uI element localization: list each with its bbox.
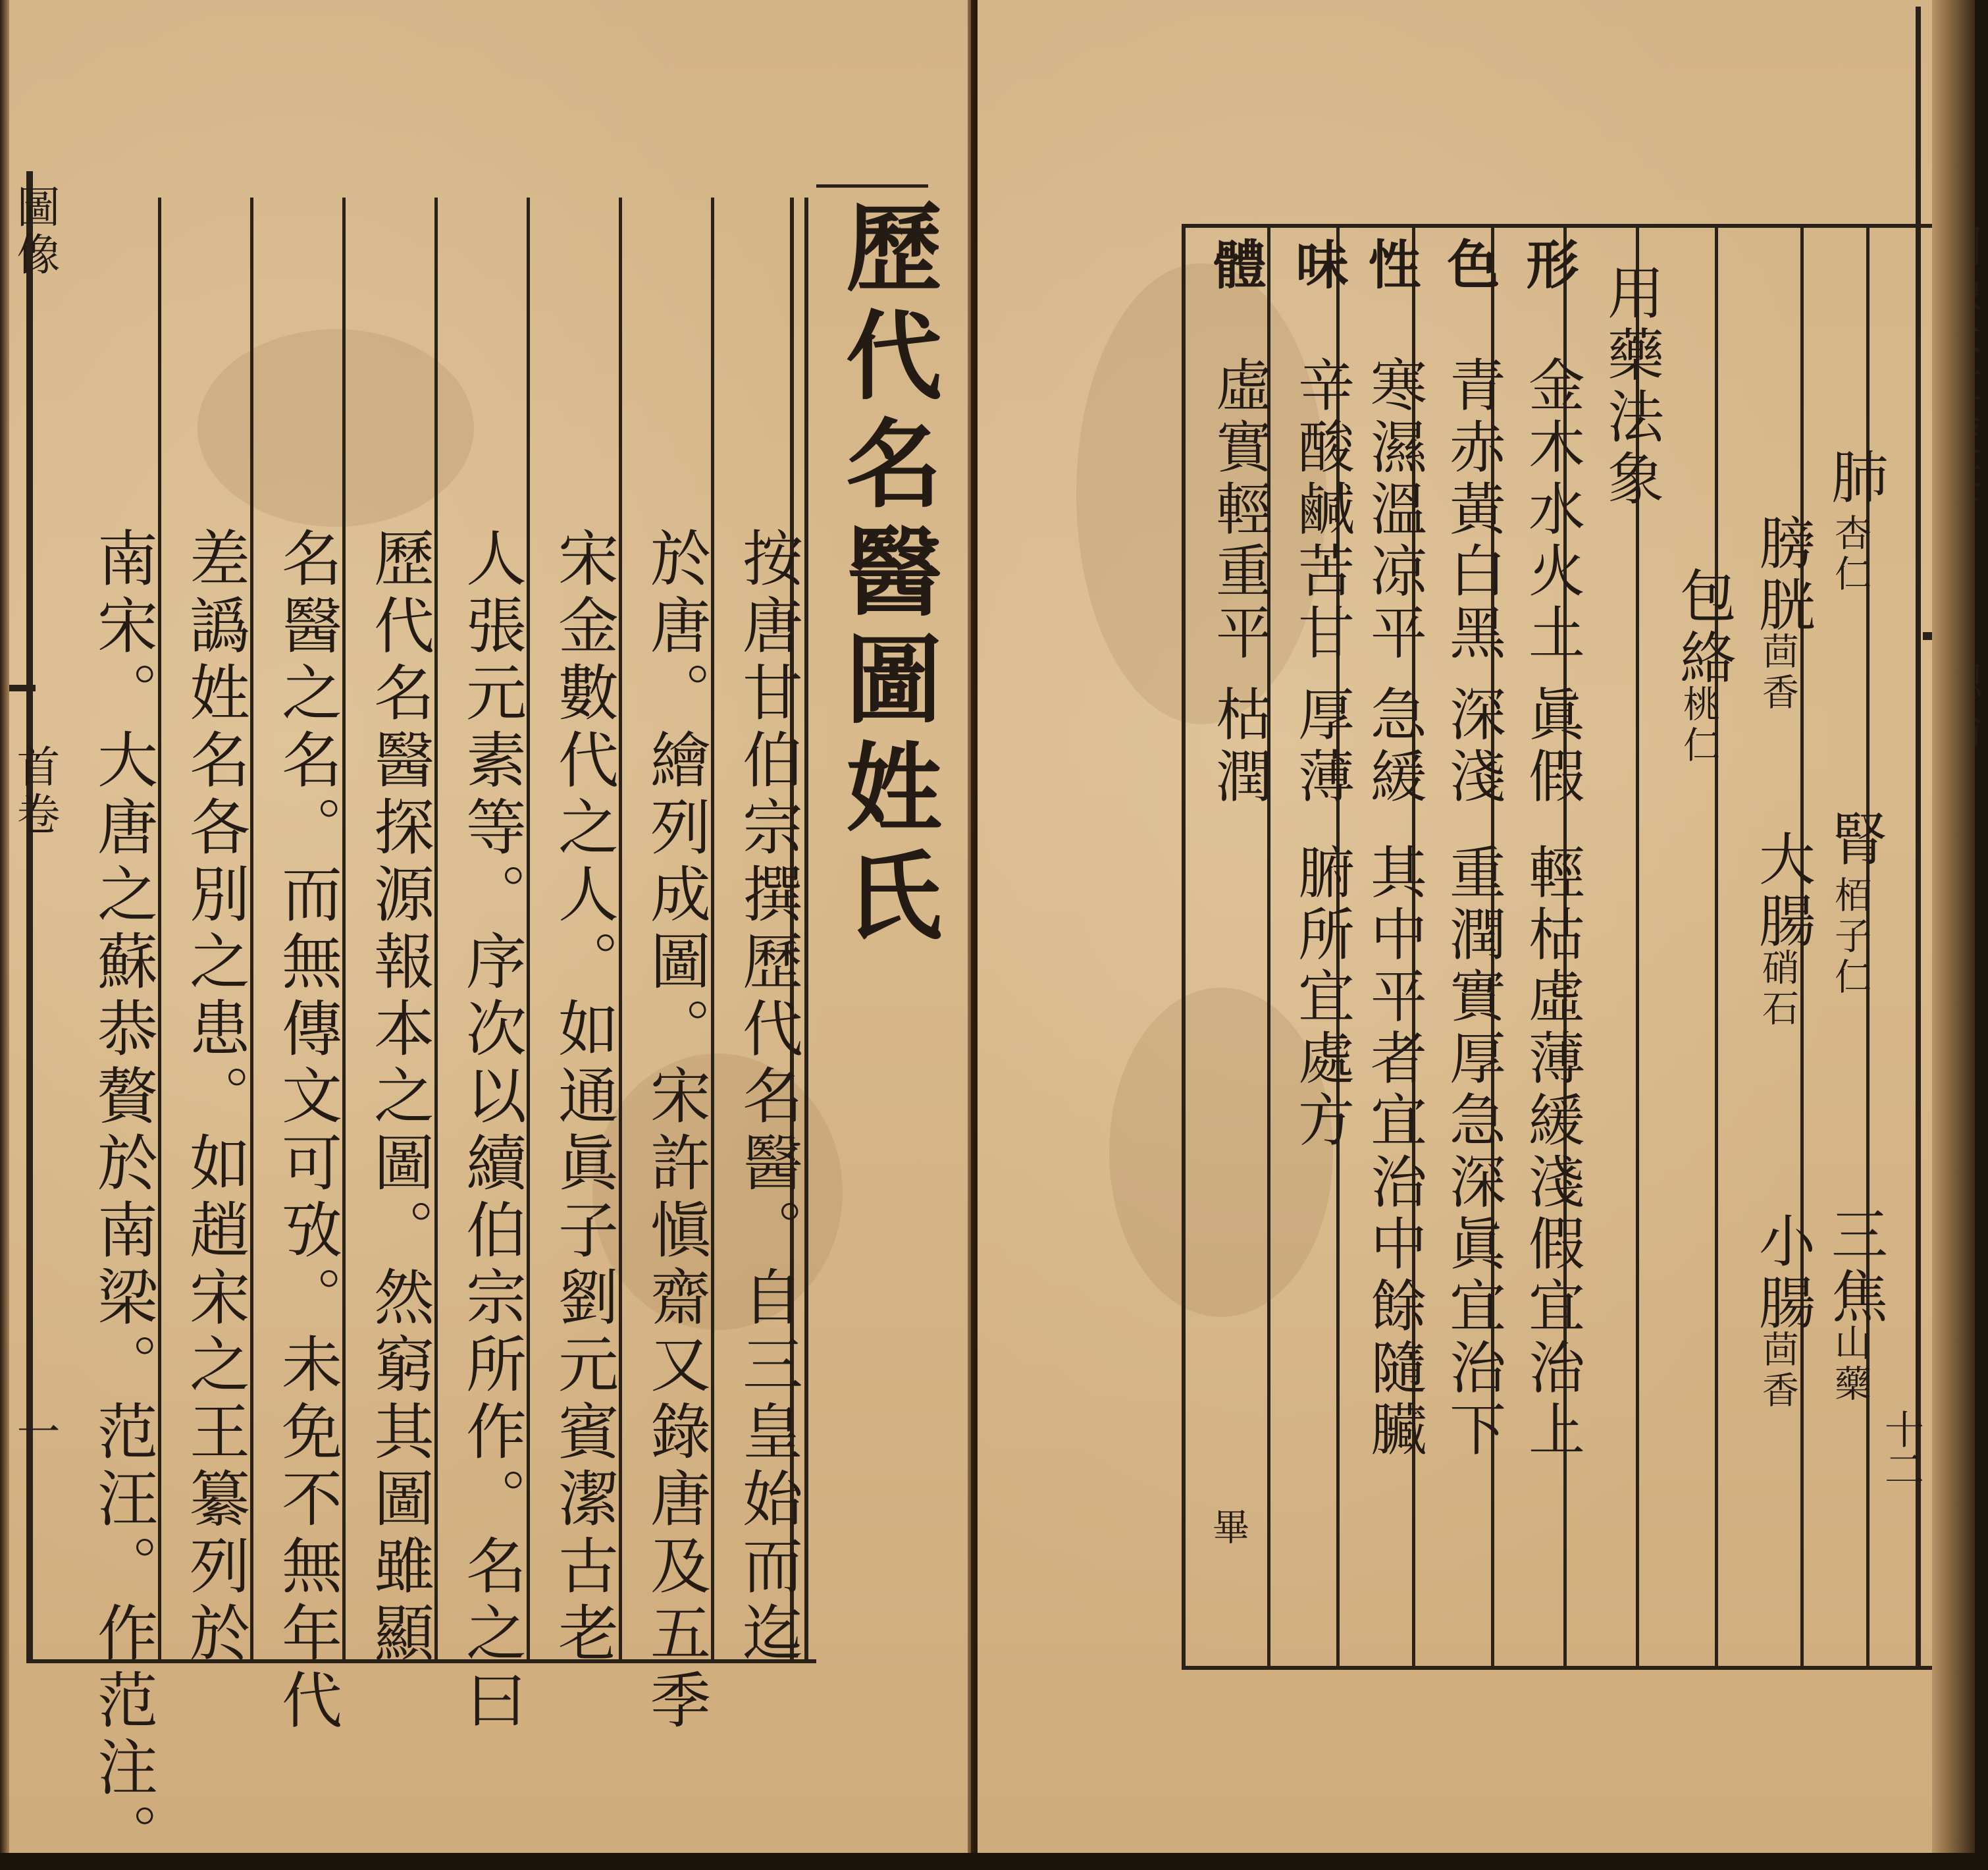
row-color-terms: 青赤黃白黑 (1440, 356, 1505, 665)
herb-pericardium: 桃仁 (1677, 685, 1720, 766)
frame-top-right (816, 184, 928, 188)
row-label-form: 形 (1517, 237, 1579, 290)
text-column-4: 人張元素等。序次以續伯宗所作。名之曰 (456, 527, 527, 1736)
margin-title: 圖像 (9, 184, 60, 279)
text-column-8: 南宋。大唐之蘇恭贅於南梁。范汪。作范注。 (88, 527, 158, 1870)
border-left (1182, 224, 1186, 1670)
row-body-terms: 虛實輕重平 (1206, 356, 1272, 665)
row-label-color: 色 (1438, 237, 1500, 290)
text-column-7: 差譌姓名各別之患。如趙宋之王纂列於 (180, 527, 250, 1669)
text-column-5: 歷代名醫探源報本之圖。然窮其圖雖顯 (364, 527, 434, 1669)
row-taste-pair: 厚薄 (1288, 685, 1354, 809)
herb-lung: 杏仁 (1829, 514, 1871, 595)
row-taste-terms: 辛酸鹹苦甘 (1288, 356, 1354, 665)
organ-bladder: 膀胱 (1749, 514, 1815, 637)
herb-bladder: 茴香 (1756, 632, 1799, 714)
row-form-terms: 金木水火土 (1519, 356, 1584, 665)
row-nature-note: 其中平者宜治中餘隨臟 (1361, 843, 1426, 1462)
end-mark: 畢 (1207, 1508, 1249, 1549)
herb-kidney: 栢子仁 (1829, 876, 1871, 998)
row-label-body: 體 (1205, 237, 1267, 290)
row-color-pair: 深淺 (1440, 685, 1505, 809)
border-bottom (1182, 1666, 1939, 1670)
organ-pericardium: 包絡 (1670, 566, 1736, 690)
row-label-nature: 性 (1359, 237, 1421, 290)
row-nature-pair: 急緩 (1361, 685, 1426, 809)
organ-small-intestine: 小腸 (1749, 1212, 1815, 1335)
organ-lung: 肺 (1821, 448, 1887, 510)
right-page-edge (1932, 0, 1975, 1853)
border-top (1182, 224, 1939, 228)
row-taste-note: 腑所宜處方 (1288, 843, 1354, 1152)
folio-number: 十二 (1878, 1409, 1924, 1488)
margin-section: 首卷 (9, 744, 60, 839)
margin-fishtail (9, 685, 36, 691)
herb-large-intestine: 硝石 (1756, 948, 1799, 1030)
row-label-taste: 味 (1287, 237, 1349, 290)
herb-triple-burner: 山藥 (1829, 1323, 1871, 1405)
row-form-note: 輕枯虛薄緩淺假宜治上 (1519, 843, 1584, 1462)
text-column-3: 宋金數代之人。如通眞子劉元賓潔古老 (548, 527, 619, 1669)
text-column-1: 按唐甘伯宗撰歷代名醫。自三皇始而迄 (733, 527, 803, 1669)
left-page (0, 0, 971, 1870)
organ-kidney: 腎 (1821, 810, 1887, 872)
paper-stain (197, 329, 474, 527)
row-body-pair: 枯潤 (1206, 685, 1272, 809)
row-color-note: 重潤實厚急深眞宜治下 (1440, 843, 1505, 1462)
text-column-2: 於唐。繪列成圖。宋許愼齋又錄唐及五季 (641, 527, 711, 1736)
row-nature-terms: 寒濕溫凉平 (1361, 356, 1426, 665)
section-heading: 用藥法象 (1598, 263, 1663, 511)
row-form-pair: 眞假 (1519, 685, 1584, 809)
organ-triple-burner: 三焦 (1821, 1205, 1887, 1329)
herb-small-intestine: 茴香 (1756, 1330, 1799, 1412)
organ-large-intestine: 大腸 (1749, 830, 1815, 953)
right-page (978, 0, 1975, 1853)
page-title: 歷代名醫圖姓氏 (829, 198, 942, 953)
column-divider (1715, 228, 1718, 1666)
text-column-6: 名醫之名。而無傳文可攷。未免不無年代 (272, 527, 342, 1736)
margin-number: 一 (9, 1409, 60, 1456)
